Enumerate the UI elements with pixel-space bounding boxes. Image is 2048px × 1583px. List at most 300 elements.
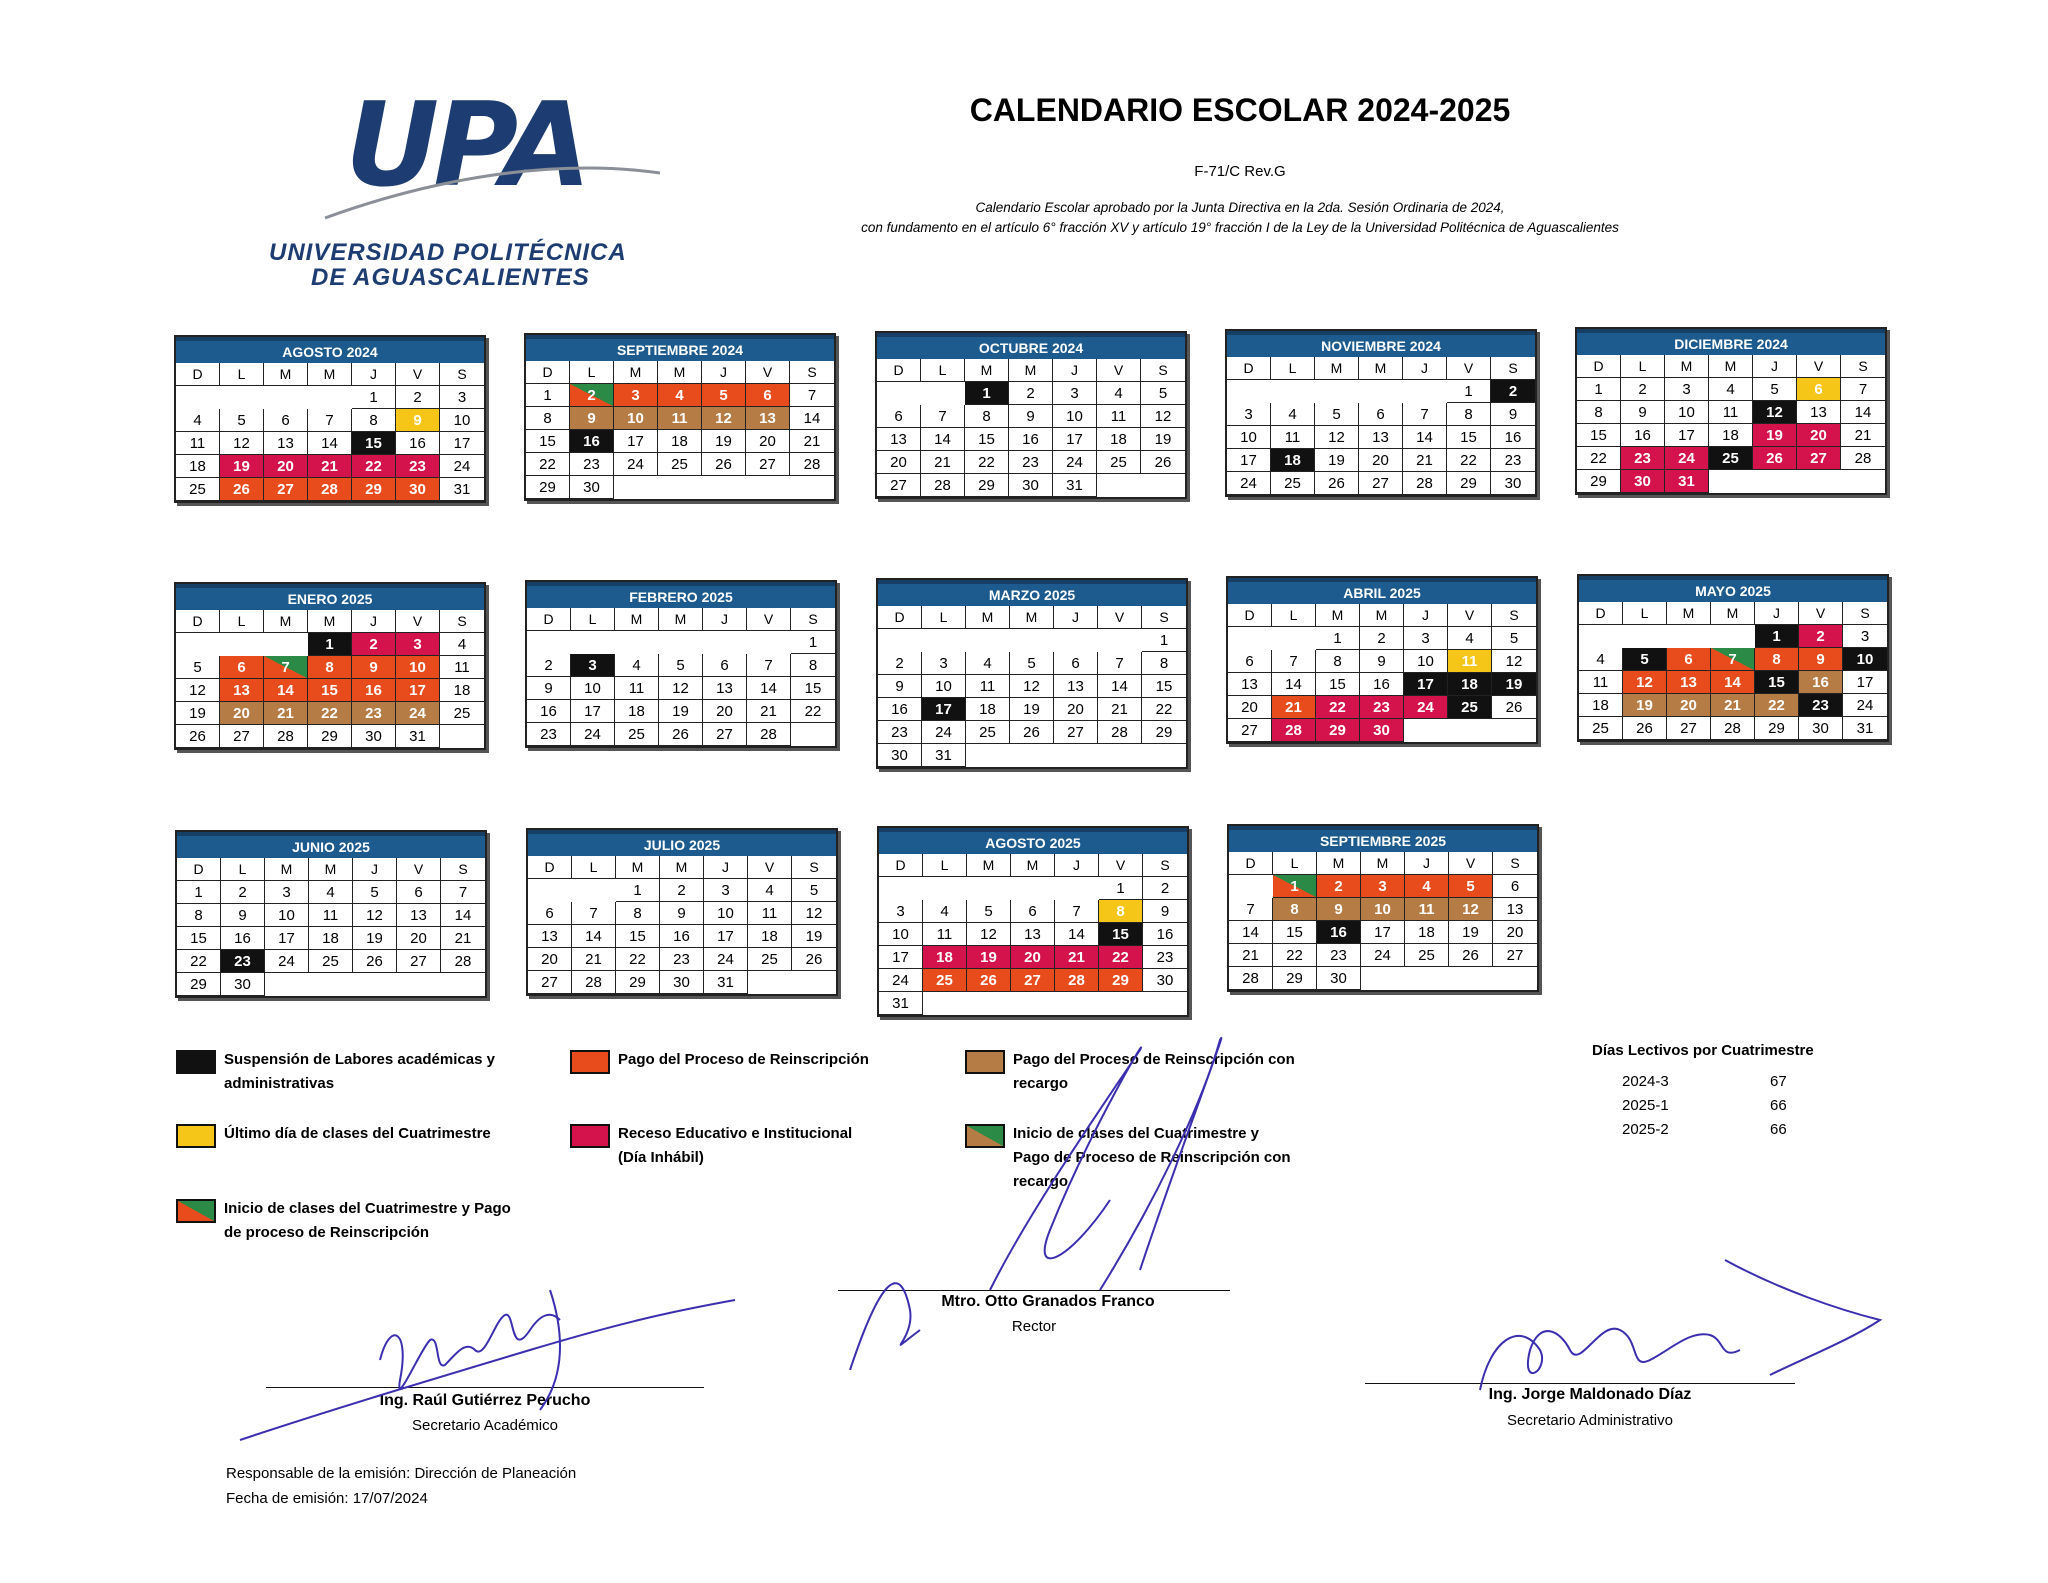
month-title: JULIO 2025 (528, 830, 836, 856)
rector-name: Mtro. Otto Granados Franco (941, 1293, 1155, 1310)
day-cell: 7 (308, 409, 352, 432)
day-cell: 5 (176, 656, 220, 679)
day-cell: 20 (264, 455, 308, 478)
day-cell: 2 (352, 633, 396, 656)
day-cell: 3 (265, 881, 309, 904)
day-cell: 14 (790, 407, 834, 430)
day-cell: 27 (877, 474, 921, 497)
day-cell: 9 (1143, 900, 1187, 923)
dias-count: 66 (1770, 1097, 1787, 1114)
empty-day (220, 633, 264, 656)
day-cell: 8 (526, 407, 570, 430)
day-cell: 6 (703, 654, 747, 677)
legend-label-line: Pago del Proceso de Reinscripción con (1013, 1051, 1295, 1068)
day-cell: 18 (615, 700, 659, 723)
day-cell: 26 (353, 950, 397, 973)
day-cell: 29 (1142, 721, 1186, 744)
day-cell: 15 (1447, 426, 1491, 449)
day-cell: 22 (352, 455, 396, 478)
day-cell: 10 (1843, 648, 1887, 671)
logo-swoosh-icon (315, 118, 675, 228)
day-cell: 12 (1623, 671, 1667, 694)
fecha-emision-line: Fecha de emisión: 17/07/2024 (226, 1490, 428, 1507)
day-cell: 12 (967, 923, 1011, 946)
weekday-header: D (878, 606, 922, 629)
day-cell: 14 (441, 904, 485, 927)
weekday-header: M (967, 854, 1011, 877)
day-cell: 24 (1053, 451, 1097, 474)
weekday-header: L (923, 854, 967, 877)
day-cell: 24 (265, 950, 309, 973)
day-cell: 6 (1011, 900, 1055, 923)
weekday-header: M (1665, 355, 1709, 378)
empty-day (264, 633, 308, 656)
day-cell: 14 (747, 677, 791, 700)
day-cell: 18 (309, 927, 353, 950)
day-cell: 12 (1315, 426, 1359, 449)
day-cell: 16 (396, 432, 440, 455)
day-cell: 23 (396, 455, 440, 478)
weekday-header: S (441, 858, 485, 881)
day-cell: 5 (1141, 382, 1185, 405)
day-cell: 20 (1228, 696, 1272, 719)
empty-day (264, 386, 308, 409)
day-cell: 20 (1054, 698, 1098, 721)
day-cell: 6 (746, 384, 790, 407)
weekday-header: S (1492, 604, 1536, 627)
day-cell: 1 (1577, 378, 1621, 401)
legend-swatch (176, 1050, 216, 1074)
weekday-header: L (220, 363, 264, 386)
day-cell: 21 (1711, 694, 1755, 717)
day-cell: 26 (1010, 721, 1054, 744)
weekday-header: V (746, 361, 790, 384)
day-cell: 14 (1229, 921, 1273, 944)
day-cell: 19 (1753, 424, 1797, 447)
day-cell: 28 (921, 474, 965, 497)
day-cell: 31 (704, 971, 748, 994)
day-cell: 9 (352, 656, 396, 679)
day-cell: 22 (1755, 694, 1799, 717)
day-cell: 24 (614, 453, 658, 476)
day-cell: 28 (1229, 967, 1273, 990)
day-cell: 22 (616, 948, 660, 971)
day-cell: 8 (616, 902, 660, 925)
day-cell: 29 (177, 973, 221, 996)
month-title: MAYO 2025 (1579, 576, 1887, 602)
weekday-header: M (1009, 359, 1053, 382)
weekday-header: J (353, 858, 397, 881)
weekday-header: V (1099, 854, 1143, 877)
day-cell: 2 (570, 384, 614, 407)
empty-day (1228, 627, 1272, 650)
day-cell: 3 (879, 900, 923, 923)
day-cell: 10 (571, 677, 615, 700)
day-cell: 23 (527, 723, 571, 746)
weekday-header: S (791, 608, 835, 631)
day-cell: 26 (1141, 451, 1185, 474)
day-cell: 22 (1142, 698, 1186, 721)
day-cell: 9 (570, 407, 614, 430)
weekday-header: V (1797, 355, 1841, 378)
day-cell: 31 (1665, 470, 1709, 493)
weekday-header: S (1843, 602, 1887, 625)
day-cell: 21 (1403, 449, 1447, 472)
day-cell: 21 (1272, 696, 1316, 719)
day-cell: 2 (1317, 875, 1361, 898)
day-cell: 26 (176, 725, 220, 748)
day-cell: 1 (791, 631, 835, 654)
day-cell: 10 (396, 656, 440, 679)
legend-swatch (570, 1050, 610, 1074)
day-cell: 11 (1448, 650, 1492, 673)
day-cell: 24 (396, 702, 440, 725)
legend-label-line: recargo (1013, 1173, 1069, 1190)
day-cell: 27 (1228, 719, 1272, 742)
legend-label-line: de proceso de Reinscripción (224, 1224, 430, 1241)
day-cell: 9 (660, 902, 704, 925)
weekday-header: D (879, 854, 923, 877)
day-cell: 30 (1621, 470, 1665, 493)
day-cell: 4 (748, 879, 792, 902)
weekday-header: M (1361, 852, 1405, 875)
empty-day (176, 386, 220, 409)
day-cell: 11 (615, 677, 659, 700)
day-cell: 30 (660, 971, 704, 994)
day-cell: 10 (1404, 650, 1448, 673)
empty-day (308, 386, 352, 409)
day-cell: 7 (1098, 652, 1142, 675)
day-cell: 21 (921, 451, 965, 474)
day-cell: 6 (1228, 650, 1272, 673)
empty-day (528, 879, 572, 902)
weekday-header: L (570, 361, 614, 384)
empty-day (1359, 380, 1403, 403)
day-cell: 28 (1841, 447, 1885, 470)
empty-day (966, 629, 1010, 652)
day-cell: 17 (1843, 671, 1887, 694)
day-cell: 9 (1009, 405, 1053, 428)
day-cell: 13 (1667, 671, 1711, 694)
day-cell: 24 (1404, 696, 1448, 719)
day-cell: 11 (1405, 898, 1449, 921)
day-cell: 14 (921, 428, 965, 451)
day-cell: 28 (441, 950, 485, 973)
day-cell: 27 (1054, 721, 1098, 744)
day-cell: 4 (1405, 875, 1449, 898)
legend-label (618, 1048, 869, 1072)
day-cell: 21 (747, 700, 791, 723)
month-title: AGOSTO 2025 (879, 828, 1187, 854)
day-cell: 6 (1667, 648, 1711, 671)
day-cell: 20 (528, 948, 572, 971)
day-cell: 17 (440, 432, 484, 455)
day-cell: 1 (526, 384, 570, 407)
day-cell: 4 (309, 881, 353, 904)
month-title: ENERO 2025 (176, 584, 484, 610)
month-calendar (175, 830, 487, 998)
day-cell: 30 (1317, 967, 1361, 990)
day-cell: 27 (528, 971, 572, 994)
day-cell: 13 (703, 677, 747, 700)
day-cell: 7 (790, 384, 834, 407)
day-cell: 19 (659, 700, 703, 723)
day-cell: 11 (1579, 671, 1623, 694)
day-cell: 11 (1097, 405, 1141, 428)
day-cell: 17 (571, 700, 615, 723)
weekday-header: M (659, 608, 703, 631)
day-cell: 3 (704, 879, 748, 902)
day-cell: 13 (746, 407, 790, 430)
day-cell: 16 (1317, 921, 1361, 944)
day-cell: 25 (658, 453, 702, 476)
weekday-header: M (264, 363, 308, 386)
day-cell: 24 (1665, 447, 1709, 470)
day-cell: 3 (1227, 403, 1271, 426)
weekday-header: J (703, 608, 747, 631)
empty-day (1229, 875, 1273, 898)
weekday-header: M (1711, 602, 1755, 625)
weekday-header: M (308, 610, 352, 633)
legend-label-line: Suspensión de Labores académicas y (224, 1051, 495, 1068)
day-cell: 18 (1097, 428, 1141, 451)
day-cell: 21 (572, 948, 616, 971)
day-cell: 12 (1449, 898, 1493, 921)
day-cell: 10 (614, 407, 658, 430)
empty-day (922, 629, 966, 652)
rector-role: Rector (1011, 1318, 1057, 1335)
day-cell: 10 (1053, 405, 1097, 428)
day-cell: 16 (878, 698, 922, 721)
weekday-header: J (1405, 852, 1449, 875)
weekday-header: D (1228, 604, 1272, 627)
signature-scribble-administrativo-icon (1460, 1250, 1900, 1410)
day-cell: 26 (1753, 447, 1797, 470)
day-cell: 2 (396, 386, 440, 409)
day-cell: 1 (1099, 877, 1143, 900)
day-cell: 16 (1143, 923, 1187, 946)
empty-day (921, 382, 965, 405)
day-cell: 6 (220, 656, 264, 679)
weekday-header: D (526, 361, 570, 384)
empty-day (1011, 877, 1055, 900)
dias-period: 2024-3 (1622, 1073, 1669, 1090)
day-cell: 23 (1317, 944, 1361, 967)
empty-day (878, 629, 922, 652)
day-cell: 28 (1098, 721, 1142, 744)
empty-day (571, 631, 615, 654)
day-cell: 22 (1273, 944, 1317, 967)
day-cell: 5 (220, 409, 264, 432)
weekday-header: L (1271, 357, 1315, 380)
weekday-header: M (1316, 604, 1360, 627)
day-cell: 12 (659, 677, 703, 700)
empty-day (703, 631, 747, 654)
day-cell: 26 (1449, 944, 1493, 967)
day-cell: 27 (703, 723, 747, 746)
day-cell: 10 (922, 675, 966, 698)
day-cell: 15 (1273, 921, 1317, 944)
weekday-header: J (1753, 355, 1797, 378)
weekday-header: M (1010, 606, 1054, 629)
day-cell: 29 (1755, 717, 1799, 740)
day-cell: 22 (1099, 946, 1143, 969)
empty-day (1403, 380, 1447, 403)
weekday-header: J (1403, 357, 1447, 380)
day-cell: 19 (967, 946, 1011, 969)
day-cell: 23 (878, 721, 922, 744)
day-cell: 20 (220, 702, 264, 725)
legend-label-line: Receso Educativo e Institucional (618, 1125, 853, 1142)
day-cell: 7 (1272, 650, 1316, 673)
weekday-header: M (660, 856, 704, 879)
weekday-header: L (1621, 355, 1665, 378)
academico-role: Secretario Académico (412, 1417, 558, 1434)
day-cell: 19 (1492, 673, 1536, 696)
day-cell: 17 (1404, 673, 1448, 696)
day-cell: 4 (658, 384, 702, 407)
empty-day (1579, 625, 1623, 648)
month-title: MARZO 2025 (878, 580, 1186, 606)
day-cell: 26 (1315, 472, 1359, 495)
weekday-header: J (1054, 606, 1098, 629)
day-cell: 3 (571, 654, 615, 677)
weekday-header: D (177, 858, 221, 881)
day-cell: 7 (1055, 900, 1099, 923)
day-cell: 19 (792, 925, 836, 948)
university-logo (255, 78, 675, 298)
month-calendar (1577, 574, 1889, 742)
day-cell: 25 (440, 702, 484, 725)
day-cell: 8 (965, 405, 1009, 428)
day-cell: 27 (1359, 472, 1403, 495)
day-cell: 1 (1142, 629, 1186, 652)
weekday-header: L (1623, 602, 1667, 625)
day-cell: 3 (440, 386, 484, 409)
weekday-header: M (264, 610, 308, 633)
empty-day (1054, 629, 1098, 652)
dias-count: 66 (1770, 1121, 1787, 1138)
day-cell: 17 (1361, 921, 1405, 944)
day-cell: 1 (965, 382, 1009, 405)
day-cell: 13 (1054, 675, 1098, 698)
day-cell: 16 (221, 927, 265, 950)
day-cell: 3 (1404, 627, 1448, 650)
weekday-header: D (1227, 357, 1271, 380)
day-cell: 11 (309, 904, 353, 927)
day-cell: 20 (703, 700, 747, 723)
day-cell: 29 (1316, 719, 1360, 742)
day-cell: 4 (1448, 627, 1492, 650)
weekday-header: M (1011, 854, 1055, 877)
weekday-header: D (877, 359, 921, 382)
day-cell: 1 (352, 386, 396, 409)
day-cell: 18 (1579, 694, 1623, 717)
day-cell: 11 (440, 656, 484, 679)
legend-swatch (176, 1124, 216, 1148)
month-title: SEPTIEMBRE 2025 (1229, 826, 1537, 852)
weekday-header: M (1667, 602, 1711, 625)
day-cell: 5 (1315, 403, 1359, 426)
legend-label-line: Último día de clases del Cuatrimestre (224, 1125, 491, 1142)
weekday-header: J (1053, 359, 1097, 382)
legend-label (224, 1197, 511, 1245)
day-cell: 24 (1361, 944, 1405, 967)
day-cell: 5 (353, 881, 397, 904)
day-cell: 10 (265, 904, 309, 927)
empty-day (615, 631, 659, 654)
day-cell: 23 (1491, 449, 1535, 472)
day-cell: 27 (1667, 717, 1711, 740)
day-cell: 12 (353, 904, 397, 927)
weekday-header: S (1841, 355, 1885, 378)
day-cell: 27 (1797, 447, 1841, 470)
day-cell: 1 (177, 881, 221, 904)
day-cell: 16 (352, 679, 396, 702)
day-cell: 7 (264, 656, 308, 679)
weekday-header: M (1360, 604, 1404, 627)
day-cell: 16 (1799, 671, 1843, 694)
day-cell: 2 (221, 881, 265, 904)
day-cell: 15 (352, 432, 396, 455)
day-cell: 5 (792, 879, 836, 902)
empty-day (527, 631, 571, 654)
day-cell: 11 (1271, 426, 1315, 449)
day-cell: 13 (397, 904, 441, 927)
day-cell: 28 (308, 478, 352, 501)
day-cell: 6 (528, 902, 572, 925)
weekday-header: S (790, 361, 834, 384)
day-cell: 8 (1273, 898, 1317, 921)
day-cell: 2 (660, 879, 704, 902)
day-cell: 9 (1491, 403, 1535, 426)
weekday-header: S (1141, 359, 1185, 382)
day-cell: 11 (1709, 401, 1753, 424)
day-cell: 20 (1797, 424, 1841, 447)
day-cell: 24 (1227, 472, 1271, 495)
day-cell: 30 (1799, 717, 1843, 740)
day-cell: 26 (220, 478, 264, 501)
day-cell: 7 (1229, 898, 1273, 921)
weekday-header: D (1579, 602, 1623, 625)
day-cell: 25 (966, 721, 1010, 744)
day-cell: 8 (1755, 648, 1799, 671)
day-cell: 29 (526, 476, 570, 499)
day-cell: 19 (1315, 449, 1359, 472)
day-cell: 27 (746, 453, 790, 476)
day-cell: 28 (1711, 717, 1755, 740)
empty-day (1227, 380, 1271, 403)
day-cell: 15 (1577, 424, 1621, 447)
day-cell: 16 (570, 430, 614, 453)
day-cell: 3 (1665, 378, 1709, 401)
weekday-header: J (1055, 854, 1099, 877)
day-cell: 18 (1709, 424, 1753, 447)
day-cell: 12 (792, 902, 836, 925)
day-cell: 20 (877, 451, 921, 474)
day-cell: 22 (965, 451, 1009, 474)
administrativo-role: Secretario Administrativo (1507, 1412, 1673, 1429)
approval-line2: con fundamento en el artículo 6° fracción XV y artículo 19° fracción I de la Ley de la Universidad Politécnica de Aguascalientes (861, 220, 1619, 235)
empty-day (747, 631, 791, 654)
day-cell: 14 (1055, 923, 1099, 946)
day-cell: 31 (396, 725, 440, 748)
month-title: SEPTIEMBRE 2024 (526, 335, 834, 361)
day-cell: 12 (1010, 675, 1054, 698)
day-cell: 4 (1097, 382, 1141, 405)
day-cell: 8 (352, 409, 396, 432)
legend-label-line: recargo (1013, 1075, 1069, 1092)
